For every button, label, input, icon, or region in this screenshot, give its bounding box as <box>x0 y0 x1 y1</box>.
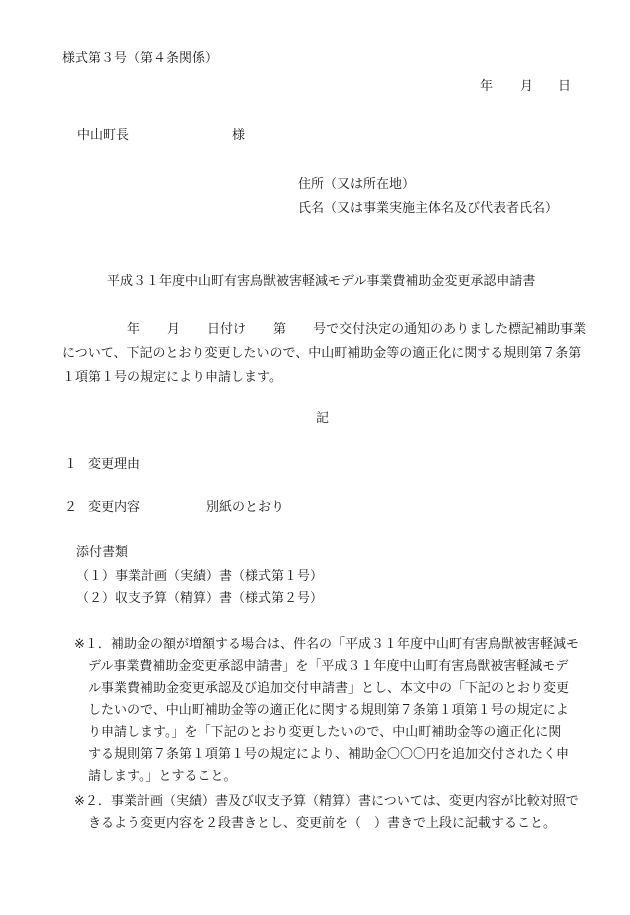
attachment-item-1: （１）事業計画（実績）書（様式第１号） <box>76 569 324 584</box>
body-line-2: について、下記のとおり変更したいので、中山町補助金等の適正化に関する規則第７条第 <box>62 346 582 361</box>
note-1-line: したいので、中山町補助金等の適正化に関する規則第７条第１項第１号の規定によ <box>88 703 569 718</box>
body-number-prefix: 第 <box>273 322 287 337</box>
note-1-line: する規則第７条第１項第１号の規定により、補助金〇〇〇円を追加交付されたく申 <box>88 747 570 762</box>
item-reason-number: １ <box>64 457 78 472</box>
document-title: 平成３１年度中山町有害鳥獣被害軽減モデル事業費補助金変更承認申請書 <box>107 274 536 289</box>
body-month: 月 <box>167 322 181 337</box>
body-dated: 日付け <box>207 322 247 337</box>
body-line-3: １項第１号の規定により申請します。 <box>62 370 282 385</box>
item-content-number: ２ <box>64 500 78 515</box>
note-1-line: 請します。」とすること。 <box>88 769 237 784</box>
body-year: 年 <box>127 322 141 337</box>
applicant-name-label: 氏名（又は事業実施主体名及び代表者氏名） <box>298 201 559 216</box>
date-year-label: 年 <box>480 79 494 94</box>
body-line-1-rest: 号で交付決定の通知のありました標記補助事業 <box>313 322 587 337</box>
note-1-line: 補助金の額が増額する場合は、件名の「平成３１年度中山町有害鳥獣被害軽減モ <box>111 637 580 652</box>
date-day-label: 日 <box>558 79 572 94</box>
note-2-line: 事業計画（実績）書及び収支予算（精算）書については、変更内容が比較対照で <box>111 794 579 809</box>
note-1-line: デル事業費補助金変更承認申請書」を「平成３１年度中山町有害鳥獣被害軽減モデ <box>88 659 569 674</box>
addressee-name: 中山町長 <box>77 128 130 143</box>
date-month-label: 月 <box>520 79 534 94</box>
attachments-heading: 添付書類 <box>76 545 129 560</box>
item-reason-label: 変更理由 <box>88 457 141 472</box>
note-2-marker: ※２． <box>74 794 111 809</box>
addressee-honorific: 様 <box>232 128 246 143</box>
note-1-line: り申請します。」を「下記のとおり変更したいので、中山町補助金等の適正化に関 <box>88 725 562 740</box>
note-1-line: ル事業費補助金変更承認及び追加交付申請書」とし、本文中の「下記のとおり変更 <box>88 681 570 696</box>
body-line-1 <box>127 323 586 336</box>
attachment-item-2: （２）収支予算（精算）書（様式第２号） <box>76 591 324 606</box>
note-2-line: きるよう変更内容を２段書きとし、変更前を（ ）書きで上段に記載すること。 <box>88 816 557 831</box>
note-1-marker: ※１． <box>74 637 111 652</box>
item-content-value: 別紙のとおり <box>206 500 285 515</box>
applicant-address-label: 住所（又は所在地） <box>298 177 416 192</box>
form-number: 様式第３号（第４条関係） <box>62 51 219 66</box>
ki-label: 記 <box>316 411 330 426</box>
item-content-label: 変更内容 <box>88 500 141 515</box>
